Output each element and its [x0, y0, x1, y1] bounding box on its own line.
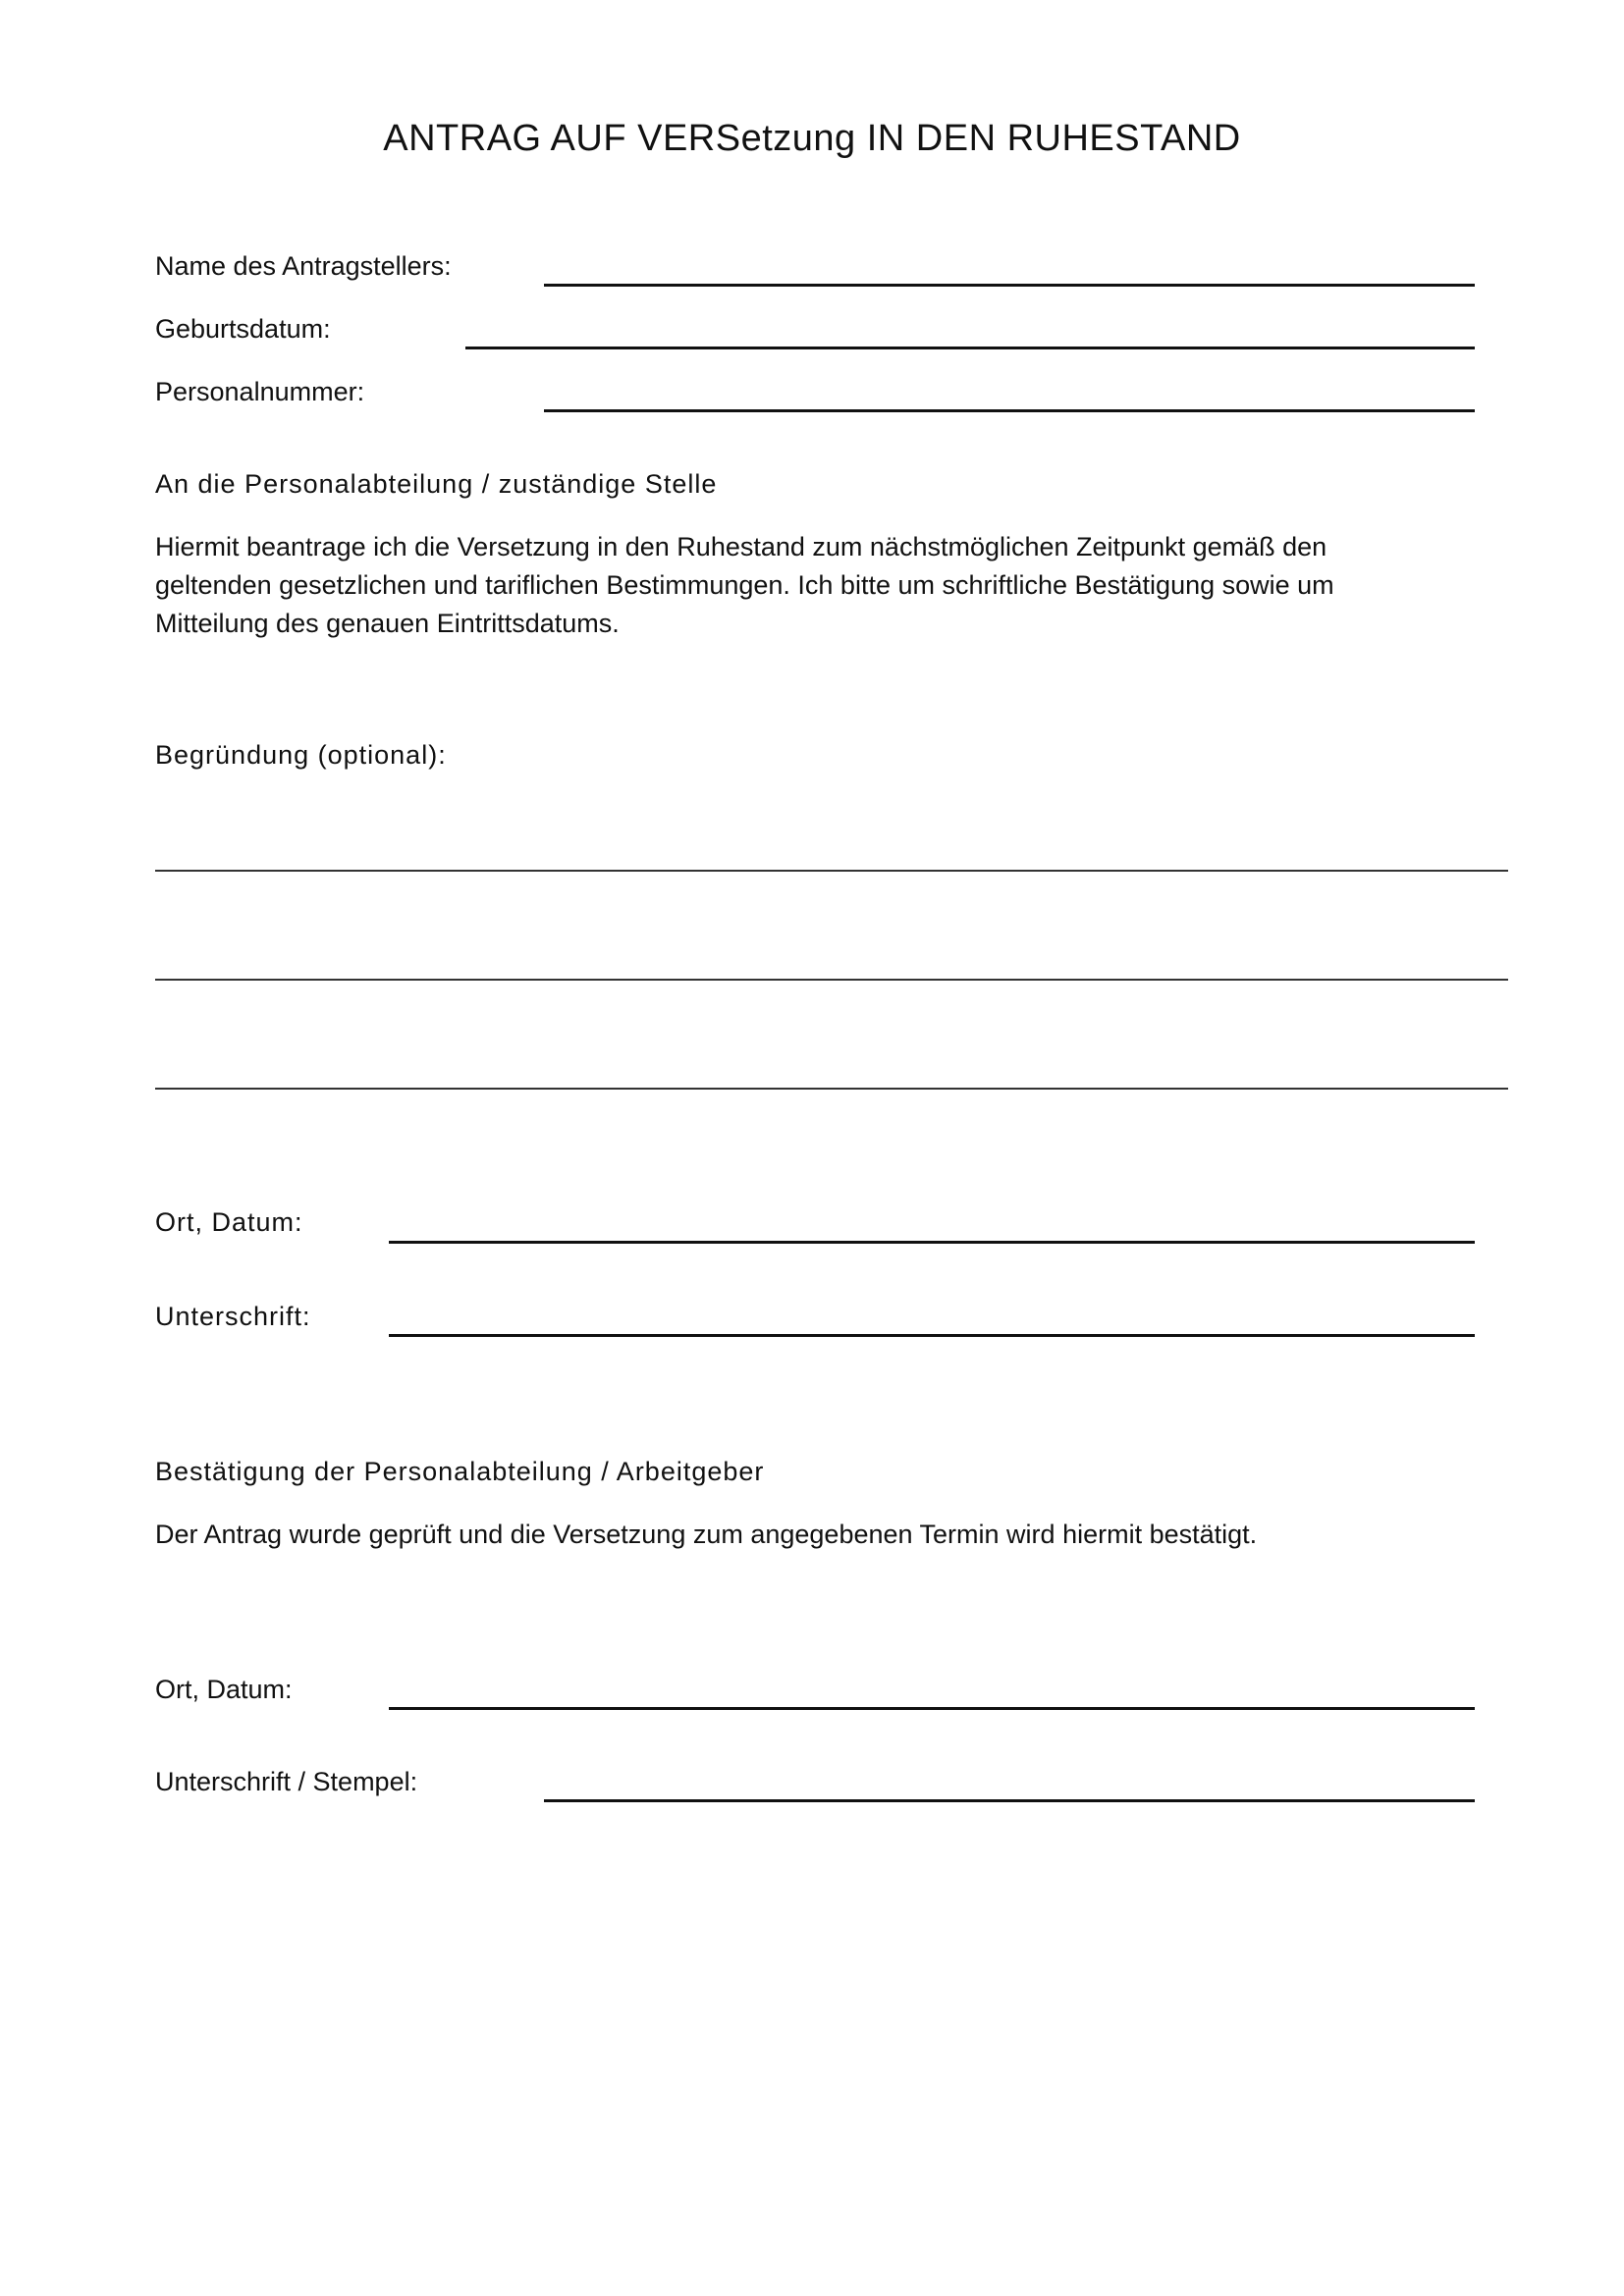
confirmation-signature-stamp-field[interactable]: [544, 1799, 1475, 1802]
personnel-number-label: Personalnummer:: [155, 377, 365, 406]
reason-line[interactable]: [155, 1088, 1508, 1090]
birthdate-label: Geburtsdatum:: [155, 314, 331, 344]
page-title: ANTRAG AUF VERSetzung IN DEN RUHESTAND: [383, 118, 1241, 159]
personnel-number-field[interactable]: [544, 409, 1475, 412]
applicant-signature-label: Unterschrift:: [155, 1302, 311, 1331]
applicant-name-field[interactable]: [544, 284, 1475, 287]
applicant-name-label: Name des Antragstellers:: [155, 251, 452, 281]
recipient-heading: An die Personalabteilung / zuständige Stelle: [155, 469, 718, 499]
confirmation-place-date-label: Ort, Datum:: [155, 1675, 293, 1704]
confirmation-place-date-field[interactable]: [389, 1707, 1475, 1710]
applicant-place-date-label: Ort, Datum:: [155, 1207, 303, 1237]
confirmation-text: Der Antrag wurde geprüft und die Versetzung zum angegebenen Termin wird hiermit bestätigt.: [155, 1520, 1258, 1549]
applicant-place-date-field[interactable]: [389, 1241, 1475, 1244]
reason-line[interactable]: [155, 979, 1508, 981]
confirmation-heading: Bestätigung der Personalabteilung / Arbeitgeber: [155, 1457, 765, 1486]
birthdate-field[interactable]: [465, 347, 1475, 349]
confirmation-signature-stamp-label: Unterschrift / Stempel:: [155, 1767, 418, 1796]
reason-line[interactable]: [155, 870, 1508, 872]
request-text: Hiermit beantrage ich die Versetzung in den Ruhestand zum nächstmöglichen Zeitpunkt gemäß den geltenden gesetzlichen und tariflichen Bestimmungen. Ich bitte um schriftliche Bestätigung sowie um Mitteilung des genauen Eintrittsdatums.: [155, 532, 1334, 638]
reason-label: Begründung (optional):: [155, 740, 447, 770]
applicant-signature-field[interactable]: [389, 1334, 1475, 1337]
